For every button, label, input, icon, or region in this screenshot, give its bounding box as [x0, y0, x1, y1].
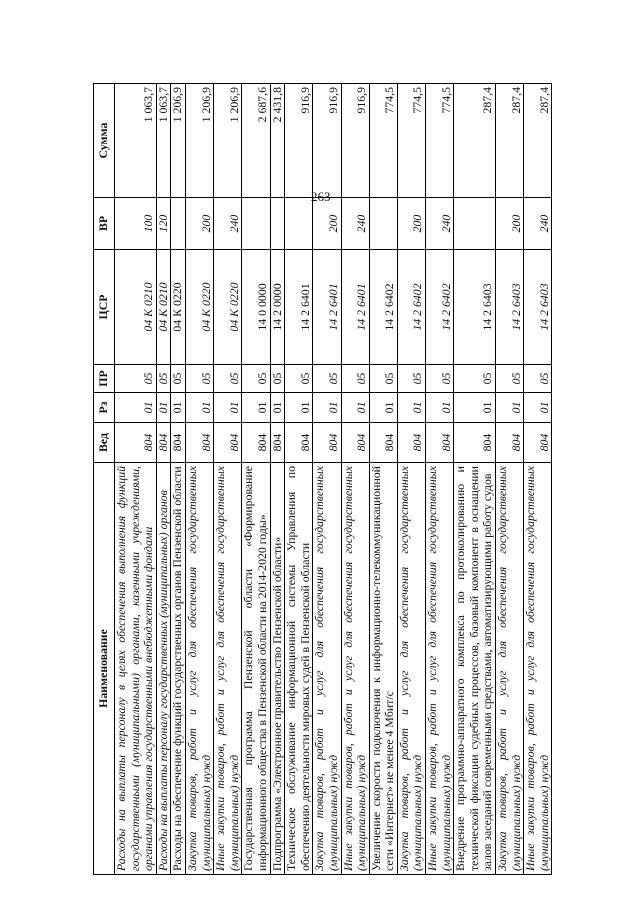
header-rz: Рз	[94, 393, 115, 423]
row-sum-cell: 774,5	[397, 84, 425, 198]
row-rz-cell: 01	[185, 393, 213, 423]
row-pr-cell: 05	[313, 365, 341, 393]
row-rz-cell: 01	[285, 393, 313, 423]
row-pr-cell: 05	[397, 365, 425, 393]
row-name-cell: Иные закупки товаров, работ и услуг для обеспечения государственных (муниципальных) нужд	[214, 463, 242, 875]
row-sum-cell: 1 206,9	[171, 84, 186, 198]
table-row	[185, 84, 213, 875]
row-name-cell: Увеличение скорости подключения к информационно-телекоммуникационной сети «Интернет» не менее 4 Мбит/с	[369, 463, 397, 875]
table-row	[214, 84, 242, 875]
row-csr-cell: 14 2 0000	[270, 250, 285, 365]
table-row	[156, 84, 171, 875]
row-pr-cell: 05	[115, 365, 157, 393]
row-csr-cell: 14 2 6402	[426, 250, 454, 365]
row-vr-cell	[369, 198, 397, 250]
table-row	[524, 84, 552, 875]
row-rz-cell: 01	[171, 393, 186, 423]
row-vr-cell: 120	[156, 198, 171, 250]
row-name-cell: Внедрение программно-аппаратного комплекса по протоколированию и технической фиксации судебных процессов, базовый компонент в оснащении залов заседаний современными средствами, автоматизирующими работу судов	[454, 463, 496, 875]
row-pr-cell: 05	[369, 365, 397, 393]
row-ved-cell: 804	[454, 423, 496, 463]
row-sum-cell: 916,9	[341, 84, 369, 198]
row-pr-cell: 05	[242, 365, 270, 393]
row-rz-cell: 01	[397, 393, 425, 423]
row-csr-cell: 14 2 6403	[524, 250, 552, 365]
row-ved-cell: 804	[397, 423, 425, 463]
row-ved-cell: 804	[341, 423, 369, 463]
row-vr-cell: 240	[524, 198, 552, 250]
row-rz-cell: 01	[270, 393, 285, 423]
row-rz-cell: 01	[524, 393, 552, 423]
table-row	[171, 84, 186, 875]
row-csr-cell: 14 2 6402	[369, 250, 397, 365]
row-ved-cell: 804	[369, 423, 397, 463]
row-sum-cell: 916,9	[285, 84, 313, 198]
row-ved-cell: 804	[214, 423, 242, 463]
row-name-cell: Иные закупки товаров, работ и услуг для обеспечения государственных (муниципальных) нужд	[426, 463, 454, 875]
row-csr-cell: 14 2 6401	[341, 250, 369, 365]
header-vr: ВР	[94, 198, 115, 250]
row-rz-cell: 01	[454, 393, 496, 423]
page-number: 263	[311, 189, 331, 204]
row-pr-cell: 05	[524, 365, 552, 393]
row-csr-cell: 04 К 0220	[185, 250, 213, 365]
table-row	[115, 84, 157, 875]
table-row	[341, 84, 369, 875]
table-row	[285, 84, 313, 875]
row-pr-cell: 05	[285, 365, 313, 393]
row-csr-cell: 04 К 0210	[156, 250, 171, 365]
row-pr-cell: 05	[454, 365, 496, 393]
row-ved-cell: 804	[242, 423, 270, 463]
row-ved-cell: 804	[185, 423, 213, 463]
row-sum-cell: 916,9	[313, 84, 341, 198]
table-body	[115, 84, 552, 875]
row-vr-cell	[270, 198, 285, 250]
header-csr: ЦСР	[94, 250, 115, 365]
row-ved-cell: 804	[270, 423, 285, 463]
row-csr-cell: 14 2 6401	[313, 250, 341, 365]
row-pr-cell: 05	[171, 365, 186, 393]
row-vr-cell	[242, 198, 270, 250]
row-name-cell: Закупка товаров, работ и услуг для обеспечения государственных (муниципальных) нужд	[313, 463, 341, 875]
row-vr-cell: 200	[185, 198, 213, 250]
table-row	[426, 84, 454, 875]
row-name-cell: Расходы на выплаты персоналу государственных (муниципальных) органов	[156, 463, 171, 875]
row-rz-cell: 01	[156, 393, 171, 423]
row-csr-cell: 14 2 6402	[397, 250, 425, 365]
row-rz-cell: 01	[341, 393, 369, 423]
header-ved: Вед	[94, 423, 115, 463]
header-row	[94, 84, 115, 875]
row-ved-cell: 804	[426, 423, 454, 463]
header-sum: Сумма	[94, 84, 115, 198]
row-vr-cell	[285, 198, 313, 250]
row-vr-cell: 240	[214, 198, 242, 250]
row-name-cell: Подпрограмма «Электронное правительство Пензенской области»	[270, 463, 285, 875]
row-rz-cell: 01	[214, 393, 242, 423]
table-row	[397, 84, 425, 875]
row-name-cell: Расходы на выплаты персоналу в целях обеспечения выполнения функций государственными (муниципальными) органами, казенными учреждениями, органами управления государственными внебюджетными фондами	[115, 463, 157, 875]
budget-table	[93, 83, 552, 875]
header-pr: ПР	[94, 365, 115, 393]
row-rz-cell: 01	[242, 393, 270, 423]
row-pr-cell: 05	[426, 365, 454, 393]
row-sum-cell: 1 206,9	[214, 84, 242, 198]
row-name-cell: Расходы на обеспечение функций государственных органов Пензенской области	[171, 463, 186, 875]
row-ved-cell: 804	[285, 423, 313, 463]
rotated-table-wrapper	[93, 84, 640, 875]
row-sum-cell: 287,4	[496, 84, 524, 198]
row-rz-cell: 01	[115, 393, 157, 423]
row-pr-cell: 05	[156, 365, 171, 393]
row-rz-cell: 01	[369, 393, 397, 423]
row-sum-cell: 2 431,8	[270, 84, 285, 198]
row-pr-cell: 05	[270, 365, 285, 393]
row-vr-cell	[171, 198, 186, 250]
header-name: Наименование	[94, 463, 115, 875]
row-sum-cell: 1 206,9	[185, 84, 213, 198]
row-ved-cell: 804	[115, 423, 157, 463]
row-rz-cell: 01	[496, 393, 524, 423]
table-row	[496, 84, 524, 875]
row-vr-cell: 240	[426, 198, 454, 250]
row-sum-cell: 774,5	[426, 84, 454, 198]
row-ved-cell: 804	[171, 423, 186, 463]
row-ved-cell: 804	[496, 423, 524, 463]
row-vr-cell: 200	[496, 198, 524, 250]
row-csr-cell: 04 К 0210	[115, 250, 157, 365]
row-pr-cell: 05	[496, 365, 524, 393]
table-row	[454, 84, 496, 875]
row-sum-cell: 287,4	[454, 84, 496, 198]
row-pr-cell: 05	[214, 365, 242, 393]
row-ved-cell: 804	[156, 423, 171, 463]
row-ved-cell: 804	[524, 423, 552, 463]
row-vr-cell: 200	[397, 198, 425, 250]
row-vr-cell: 200	[313, 198, 341, 250]
row-csr-cell: 14 2 6401	[285, 250, 313, 365]
table-row	[313, 84, 341, 875]
row-pr-cell: 05	[341, 365, 369, 393]
row-sum-cell: 287,4	[524, 84, 552, 198]
row-sum-cell: 1 063,7	[156, 84, 171, 198]
row-csr-cell: 14 2 6403	[496, 250, 524, 365]
row-name-cell: Закупка товаров, работ и услуг для обеспечения государственных (муниципальных) нужд	[496, 463, 524, 875]
row-name-cell: Иные закупки товаров, работ и услуг для обеспечения государственных (муниципальных) нужд	[524, 463, 552, 875]
row-name-cell: Закупка товаров, работ и услуг для обеспечения государственных (муниципальных) нужд	[397, 463, 425, 875]
table-row	[270, 84, 285, 875]
row-name-cell: Государственная программа Пензенской области «Формирование информационного общества в Пензенской области на 2014-2020 годы»	[242, 463, 270, 875]
table-row	[242, 84, 270, 875]
row-sum-cell: 774,5	[369, 84, 397, 198]
row-name-cell: Иные закупки товаров, работ и услуг для обеспечения государственных (муниципальных) нужд	[341, 463, 369, 875]
row-vr-cell: 240	[341, 198, 369, 250]
table-row	[369, 84, 397, 875]
row-csr-cell: 14 2 6403	[454, 250, 496, 365]
row-vr-cell	[454, 198, 496, 250]
row-csr-cell: 04 К 0220	[214, 250, 242, 365]
row-name-cell: Техническое обслуживание информационной системы Управления по обеспечению деятельности мировых судей в Пензенской области	[285, 463, 313, 875]
row-rz-cell: 01	[313, 393, 341, 423]
row-ved-cell: 804	[313, 423, 341, 463]
row-pr-cell: 05	[185, 365, 213, 393]
row-sum-cell: 1 063,7	[115, 84, 157, 198]
row-vr-cell: 100	[115, 198, 157, 250]
row-csr-cell: 04 К 0220	[171, 250, 186, 365]
row-name-cell: Закупка товаров, работ и услуг для обеспечения государственных (муниципальных) нужд	[185, 463, 213, 875]
row-csr-cell: 14 0 0000	[242, 250, 270, 365]
row-rz-cell: 01	[426, 393, 454, 423]
row-sum-cell: 2 687,6	[242, 84, 270, 198]
